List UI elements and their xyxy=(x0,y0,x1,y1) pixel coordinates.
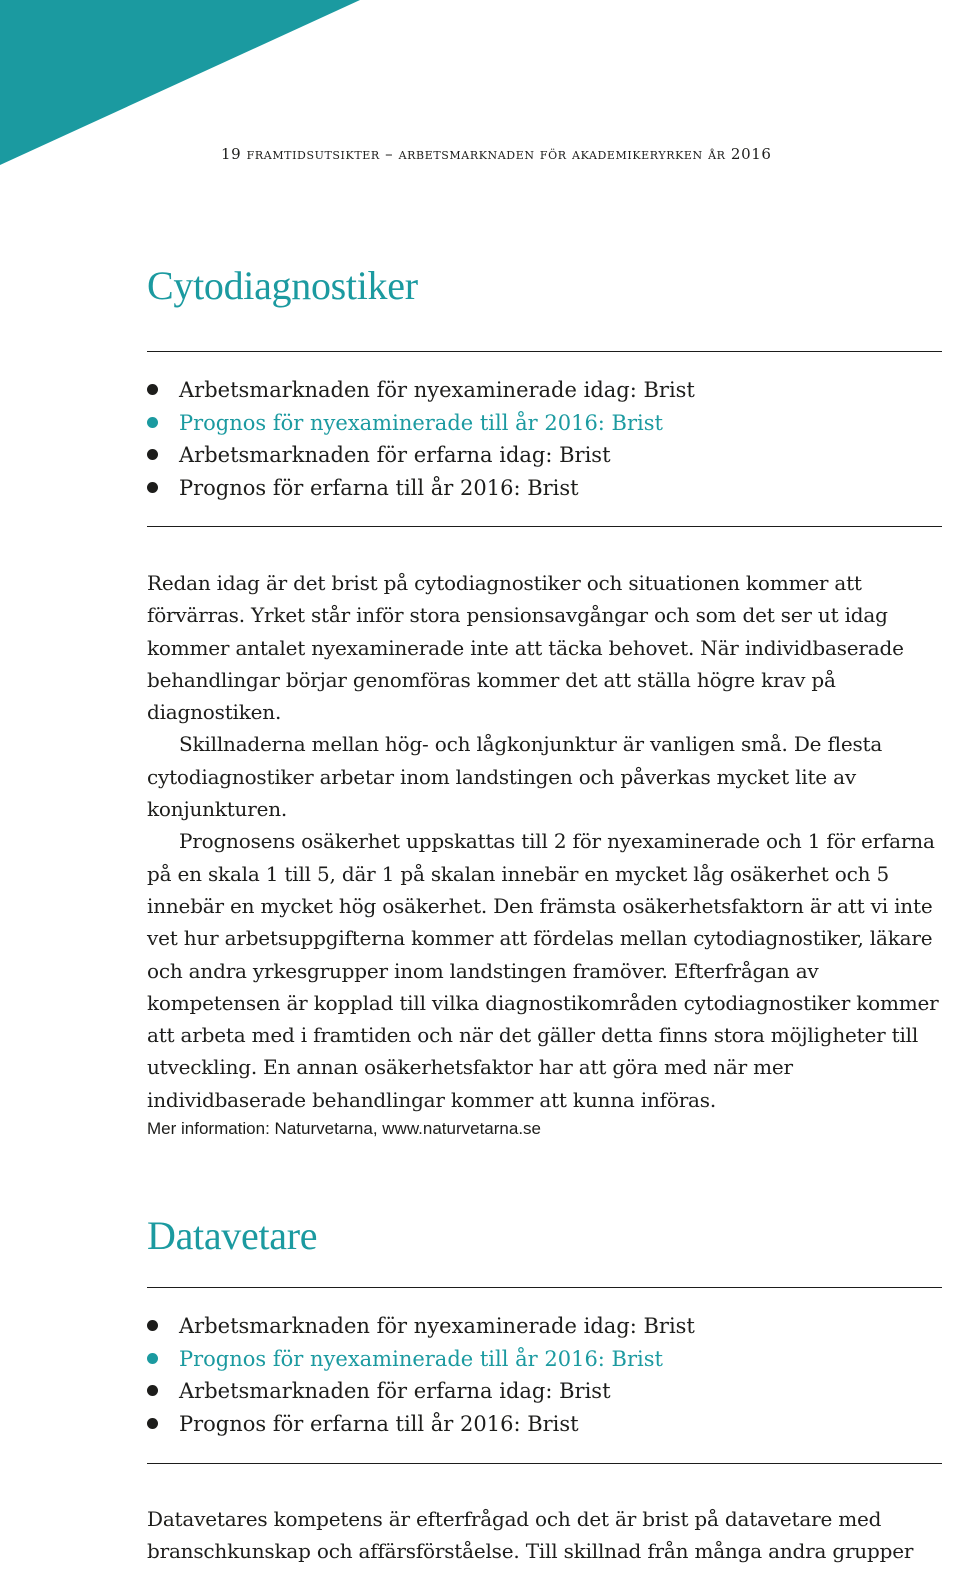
status-list xyxy=(147,1310,942,1440)
bullet-icon xyxy=(147,1353,158,1364)
body-text-container xyxy=(147,567,942,1116)
status-list-container xyxy=(147,374,942,504)
divider xyxy=(147,1463,942,1464)
section-title: Datavetare xyxy=(147,1213,318,1258)
status-list xyxy=(147,374,942,504)
status-text: Prognos för nyexaminerade till år 2016: Brist xyxy=(179,1346,663,1371)
status-item xyxy=(147,1310,942,1343)
paragraph: Skillnaderna mellan hög- och lågkonjunktur är vanligen små. De flesta cytodiagnostiker arbetar inom landstingen och påverkas mycket lite av konjunkturen. xyxy=(147,732,883,822)
divider xyxy=(147,351,942,352)
status-item xyxy=(147,439,942,472)
corner-decoration xyxy=(0,0,360,165)
status-item xyxy=(147,1408,942,1441)
status-text: Prognos för erfarna till år 2016: Brist xyxy=(179,475,579,500)
section-cytodiagnostiker xyxy=(147,262,942,310)
status-item xyxy=(147,407,942,440)
paragraph: Prognosens osäkerhet uppskattas till 2 för nyexaminerade och 1 för erfarna på en skala 1 till 5, där 1 på skalan innebär en mycket låg osäkerhet och 5 innebär en mycket hög osäkerhet. Den främsta osäkerhetsfaktorn är att vi inte vet hur arbetsuppgifterna kommer att fördelas mellan cytodiagnostiker, läkare och andra yrkesgrupper inom landstingen framöver. Efterfrågan av kompetensen är kopplad till vilka diagnostikområden cytodiagnostiker kommer att arbeta med i framtiden och när det gäller detta finns stora möjligheter till utveckling. En annan osäkerhetsfaktor har att göra med när mer individbaserade behandlingar kommer att kunna införas. xyxy=(147,829,939,1112)
bullet-icon xyxy=(147,1385,158,1396)
status-text: Prognos för erfarna till år 2016: Brist xyxy=(179,1411,579,1436)
divider xyxy=(147,526,942,527)
status-text: Arbetsmarknaden för erfarna idag: Brist xyxy=(179,1379,611,1403)
status-text: Arbetsmarknaden för nyexaminerade idag: Brist xyxy=(179,1314,695,1338)
bullet-icon xyxy=(147,449,158,460)
status-item xyxy=(147,1343,942,1376)
status-text: Prognos för nyexaminerade till år 2016: Brist xyxy=(179,410,663,435)
status-item xyxy=(147,472,942,505)
bullet-icon xyxy=(147,1320,158,1331)
running-header: 19 framtidsutsikter – arbetsmarknaden för akademikeryrken år 2016 xyxy=(221,145,772,163)
more-info-container xyxy=(147,1119,942,1139)
status-item xyxy=(147,1375,942,1408)
section-title: Cytodiagnostiker xyxy=(147,263,418,308)
divider xyxy=(147,1287,942,1288)
body-text-container xyxy=(147,1503,942,1568)
paragraph: Datavetares kompetens är efterfrågad och det är brist på datavetare med branschkunskap och affärsförståelse. Till skillnad från många andra grupper xyxy=(147,1507,914,1564)
status-list-container xyxy=(147,1310,942,1440)
status-item xyxy=(147,374,942,407)
more-info: Mer information: Naturvetarna, www.naturvetarna.se xyxy=(147,1119,542,1138)
bullet-icon xyxy=(147,482,158,493)
paragraph: Redan idag är det brist på cytodiagnostiker och situationen kommer att förvärras. Yrket står inför stora pensionsavgångar och som det ser ut idag kommer antalet nyexaminerade inte att täcka behovet. När individbaserade behandlingar börjar genomföras kommer det att ställa högre krav på diagnostiken. xyxy=(147,571,904,725)
status-text: Arbetsmarknaden för erfarna idag: Brist xyxy=(179,443,611,467)
bullet-icon xyxy=(147,384,158,395)
bullet-icon xyxy=(147,1418,158,1429)
bullet-icon xyxy=(147,417,158,428)
section-datavetare xyxy=(147,1212,942,1260)
status-text: Arbetsmarknaden för nyexaminerade idag: Brist xyxy=(179,378,695,402)
